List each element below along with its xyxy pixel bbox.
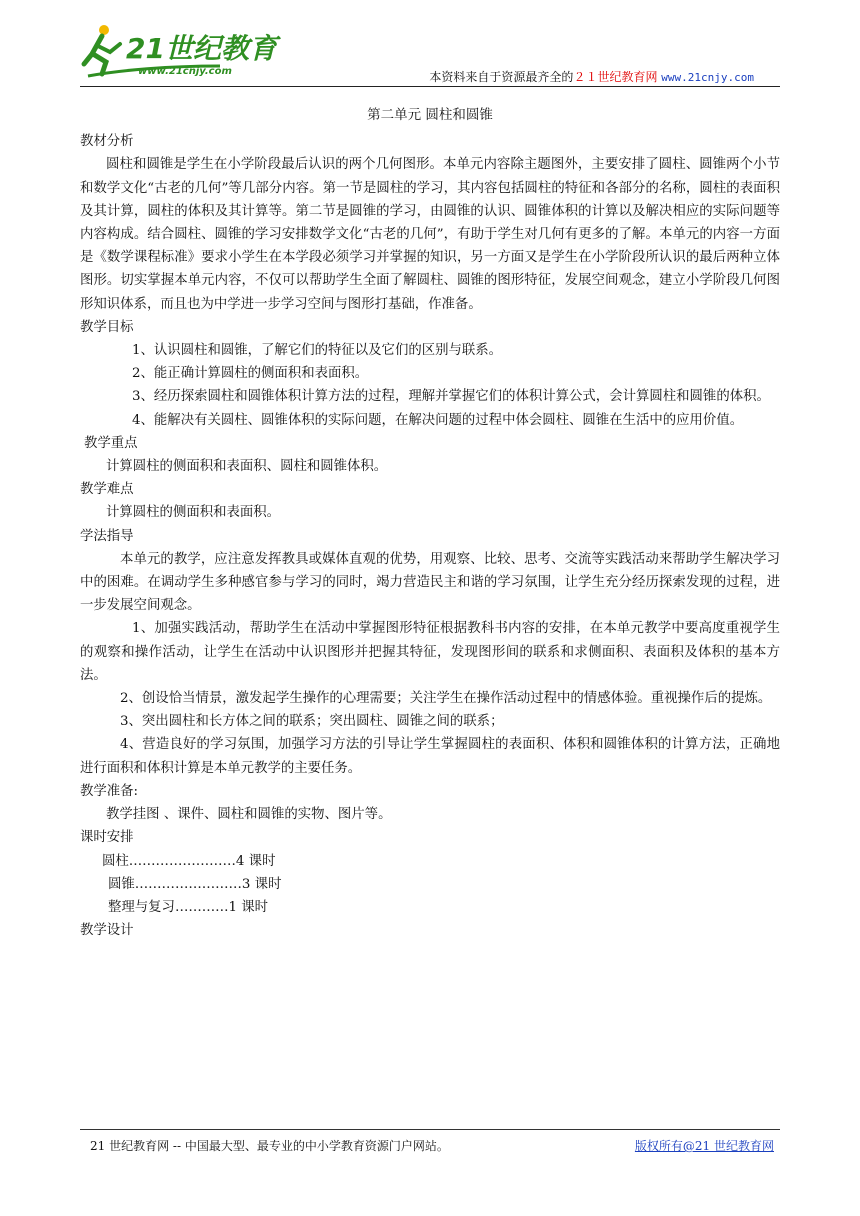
- schedule-item: 圆柱……………………4 课时: [102, 853, 276, 869]
- goal-4: 4、能解决有关圆柱、圆锥体积的实际问题，在解决问题的过程中体会圆柱、圆锥在生活中的应用价值。: [132, 412, 744, 428]
- header-divider: [80, 86, 780, 87]
- page-title: 第二单元 圆柱和圆锥: [367, 107, 493, 123]
- goal-2: 2、能正确计算圆柱的侧面积和表面积。: [132, 366, 369, 382]
- heading-schedule: 课时安排: [80, 830, 134, 846]
- footer-text: 21 世纪教育网 -- 中国最大型、最专业的中小学教育资源门户网站。: [90, 1139, 449, 1153]
- goal-1: 1、认识圆柱和圆锥，了解它们的特征以及它们的区别与联系。: [132, 343, 503, 359]
- header-url: www.21cnjy.com: [661, 71, 754, 84]
- goal-3: 3、经历探索圆柱和圆锥体积计算方法的过程，理解并掌握它们的体积计算公式，会计算圆柱和圆锥的体积。: [132, 389, 770, 405]
- method-2: 2、创设恰当情景，激发起学生操作的心理需要；关注学生在操作活动过程中的情感体验。重视操作后的提炼。: [120, 691, 772, 707]
- paragraph-difficulties: 计算圆柱的侧面积和表面积。: [106, 505, 281, 521]
- header-site-name: ２１世纪教育网: [573, 70, 658, 84]
- schedule-item: 圆锥……………………3 课时: [108, 876, 282, 892]
- footer-divider: [80, 1129, 780, 1130]
- paragraph-preparation: 教学挂图 、课件、圆柱和圆锥的实物、图片等。: [106, 807, 392, 823]
- heading-design: 教学设计: [80, 923, 134, 939]
- heading-method: 学法指导: [80, 528, 134, 544]
- heading-key-points: 教学重点: [84, 435, 138, 451]
- heading-preparation: 教学准备:: [80, 783, 139, 799]
- heading-difficulties: 教学难点: [80, 482, 134, 498]
- paragraph-method: 本单元的教学，应注意发挥教具或媒体直观的优势，用观察、比较、思考、交流等实践活动来帮助学生解决学习中的困难。在调动学生多种感官参与学习的同时，竭力营造民主和谐的学习氛围，让学生充分经历探索发现的过程，进一步发展空间观念。: [80, 551, 780, 614]
- document-body: [80, 104, 780, 942]
- method-4: 4、营造良好的学习氛围，加强学习方法的引导让学生掌握圆柱的表面积、体积和圆锥体积的计算方法，正确地进行面积和体积计算是本单元教学的主要任务。: [80, 737, 780, 776]
- heading-goals: 教学目标: [80, 319, 134, 335]
- site-logo: [80, 20, 290, 84]
- copyright-link[interactable]: 版权所有@21 世纪教育网: [634, 1139, 774, 1153]
- header-note: 本资料来自于资源最齐全的２１世纪教育网 www.21cnjy.com: [429, 70, 754, 84]
- paragraph-analysis: 圆柱和圆锥是学生在小学阶段最后认识的两个几何图形。本单元内容除主题图外，主要安排了圆柱、圆锥两个小节和数学文化“古老的几何”等几部分内容。第一节是圆柱的学习，其内容包括圆柱的特征和各部分的名称，圆柱的表面积及其计算，圆柱的体积及其计算等。第二节是圆锥的学习，由圆锥的认识、圆锥体积的计算以及解决相应的实际问题等内容构成。结合圆柱、圆锥的学习安排数学文化“古老的几何”，有助于学生对几何有更多的了解。本单元的内容一方面是《数学课程标准》要求小学生在本学段必须学习并掌握的知识，另一方面又是学生在小学阶段所认识的最后两种立体图形。切实掌握本单元内容，不仅可以帮助学生全面了解圆柱、圆锥的图形特征，发展空间观念，建立小学阶段几何图形知识体系，而且也为中学进一步学习空间与图形打基础，作准备。: [80, 157, 780, 312]
- method-1: 1、加强实践活动，帮助学生在活动中掌握图形特征根据教科书内容的安排，在本单元教学中要高度重视学生的观察和操作活动，让学生在活动中认识图形并把握其特征，发现图形间的联系和求侧面积、表面积及体积的基本方法。: [80, 621, 780, 683]
- schedule-item: 整理与复习…………1 课时: [108, 899, 269, 915]
- svg-text:21世纪教育: 21世纪教育: [126, 32, 277, 65]
- svg-text:www.21cnjy.com: www.21cnjy.com: [138, 66, 232, 77]
- heading-analysis: 教材分析: [80, 134, 134, 150]
- paragraph-key-points: 计算圆柱的侧面积和表面积、圆柱和圆锥体积。: [106, 459, 388, 475]
- method-3: 3、突出圆柱和长方体之间的联系；突出圆柱、圆锥之间的联系；: [120, 714, 504, 730]
